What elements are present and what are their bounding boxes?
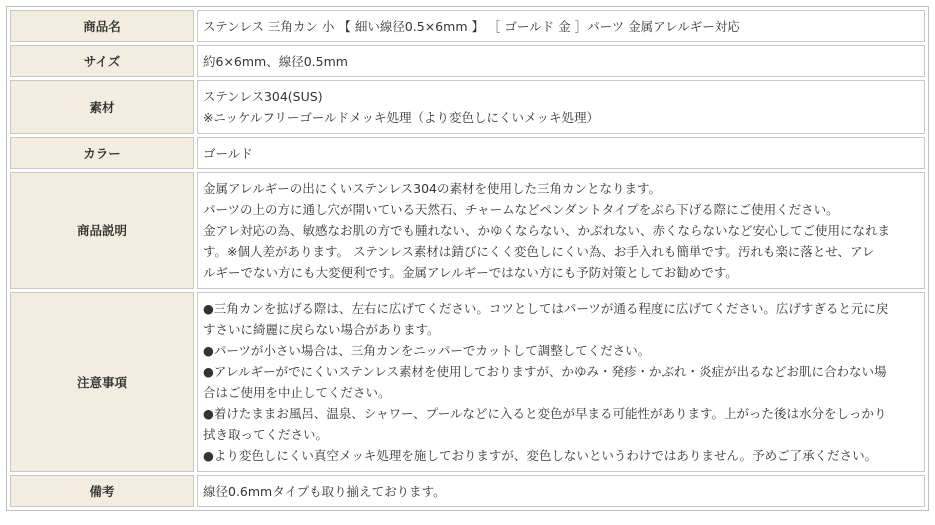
row-description — [10, 172, 925, 289]
label-remarks: 備考 — [10, 475, 194, 507]
value-color — [197, 137, 925, 169]
text-line: ●三角カンを拡げる際は、左右に広げてください。コツとしてはパーツが通る程度に広げてください。広げすぎると元に戻 — [203, 301, 889, 316]
text-line: ステンレス 三角カン 小 【 細い線径0.5×6mm 】 ［ ゴールド 金 ］パーツ 金属アレルギー対応 — [203, 18, 740, 34]
text-line: 拭き取ってください。 — [203, 427, 329, 442]
text-line: すさいに綺麗に戻らない場合があります。 — [203, 322, 440, 337]
text-line: ※ニッケルフリーゴールドメッキ処理（より変色しにくいメッキ処理） — [203, 110, 599, 125]
text-line: パーツの上の方に通し穴が開いている天然石、チャームなどペンダントタイプをぶら下げる際にご使用ください。 — [203, 202, 839, 217]
product-spec-table — [6, 6, 929, 511]
label-color: カラー — [10, 137, 194, 169]
text-line: 線径0.6mmタイプも取り揃えております。 — [203, 483, 446, 499]
value-material — [197, 80, 925, 134]
row-notes — [10, 292, 925, 472]
text-line: 合はご使用を中止してください。 — [203, 385, 391, 400]
text-line: ステンレス304(SUS) — [203, 89, 323, 104]
text-line: 金属アレルギーの出にくいステンレス304の素材を使用した三角カンとなります。 — [203, 181, 661, 196]
value-size — [197, 45, 925, 77]
row-material — [10, 80, 925, 134]
text-line: ゴールド — [203, 145, 253, 161]
text-line: す。※個人差があります。 ステンレス素材は錆びにくく変色しにくい為、お手入れも簡単です。汚れも楽に落とせ、アレ — [203, 244, 875, 259]
text-line: 約6×6mm、線径0.5mm — [203, 53, 348, 69]
text-line: ●パーツが小さい場合は、三角カンをニッパーでカットして調整してください。 — [203, 343, 651, 358]
label-notes: 注意事項 — [10, 292, 194, 472]
text-line: ●アレルギーがでにくいステンレス素材を使用しておりますが、かゆみ・発疹・かぶれ・炎症が出るなどお肌に合わない場 — [203, 364, 887, 379]
value-notes — [197, 292, 925, 472]
text-line: ●より変色しにくい真空メッキ処理を施しておりますが、変色しないというわけではありません。予めご了承ください。 — [203, 448, 878, 463]
label-description: 商品説明 — [10, 172, 194, 289]
row-remarks — [10, 475, 925, 507]
row-color — [10, 137, 925, 169]
label-size: サイズ — [10, 45, 194, 77]
value-product-name — [197, 10, 925, 42]
text-line: ●着けたままお風呂、温泉、シャワー、プールなどに入ると変色が早まる可能性があります。上がった後は水分をしっかり — [203, 406, 887, 421]
value-remarks — [197, 475, 925, 507]
text-line: ルギーでない方にも大変便利です。金属アレルギーではない方にも予防対策としてお勧めです。 — [203, 265, 738, 280]
value-description — [197, 172, 925, 289]
text-line: 金アレ対応の為、敏感なお肌の方でも腫れない、かゆくならない、かぶれない、赤くならないなど安心してご使用になれま — [203, 223, 891, 238]
product-spec-container — [6, 6, 929, 511]
row-product-name — [10, 10, 925, 42]
label-product-name: 商品名 — [10, 10, 194, 42]
row-size — [10, 45, 925, 77]
label-material: 素材 — [10, 80, 194, 134]
